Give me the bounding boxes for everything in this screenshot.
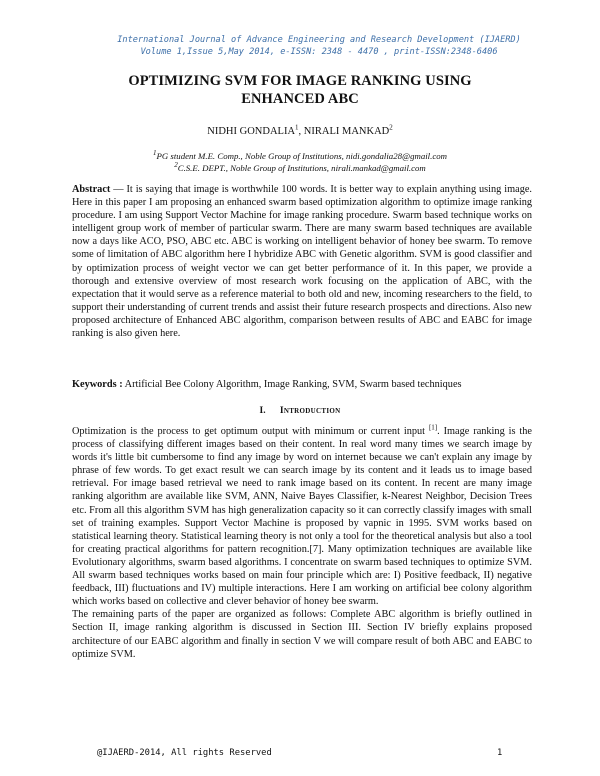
page-number: 1 (497, 748, 503, 758)
abstract-text: It is saying that image is worthwhile 100 words. It is better way to explain anything using image. Here in this paper I am proposing an enhanced swarm based optimization algorithm to optimize image ranking procedure. I am using Support Vector Machine for image ranking procedure. Swarm based technique works on intelligent group work of member of particular swarm. There are many swarm based techniques are available now a days like ACO, PSO, ABC etc. ABC is working on intelligent behavior of honey bee swarm. To remove some of limitation of ABC algorithm here I hybridize ABC with Genetic algorithm. SVM is good classifier and by optimization process of weight vector we can get better performance of it. In this paper, we provide a thorough and extensive overview of most research work focusing on the application of ABC, with the expectation that it would serve as a reference material to both old and new, incoming researchers to the field, to support their understanding of current trends and assist their future research prospects and directions. Also new proposed architecture of Enhanced ABC algorithm, comparison between results of ABC and EABC for image ranking is also given here. (72, 184, 532, 340)
paper-title (0, 72, 600, 108)
author-2-marker: 2 (389, 123, 393, 132)
section-title: Introduction (279, 406, 341, 416)
citation-1: [1] (428, 423, 438, 432)
abstract-dash: — (110, 184, 127, 195)
keywords-text: Artificial Bee Colony Algorithm, Image Ranking, SVM, Swarm based techniques (124, 379, 462, 390)
title-line-2: ENHANCED ABC (241, 91, 359, 107)
journal-header (0, 34, 600, 58)
affiliations (0, 150, 600, 174)
paragraph-2: The remaining parts of the paper are organized as follows: Complete ABC algorithm is briefly outlined in Section II, image ranking algorithm is discussed in Section III. Section IV briefly explains proposed architecture of our EABC algorithm and finally in section V we will compare result of both ABC and EABC to optimize SVM. (72, 609, 532, 660)
affiliation-1-text: PG student M.E. Comp., Noble Group of Institutions, nidi.gondalia28@gmail.com (156, 151, 447, 161)
affiliation-2 (0, 162, 600, 174)
paragraph-1 (72, 425, 532, 608)
affiliation-1 (0, 150, 600, 162)
title-line-1: OPTIMIZING SVM FOR IMAGE RANKING USING (128, 73, 472, 89)
author-list (0, 123, 600, 137)
author-name-1: NIDHI GONDALIA (207, 126, 296, 137)
copyright-footer: @IJAERD-2014, All rights Reserved (97, 748, 272, 758)
journal-volume-issn: Volume 1,Issue 5,May 2014, e-ISSN: 2348 - 4470 , print-ISSN:2348-6406 (140, 47, 498, 57)
abstract-label: Abstract (72, 184, 111, 195)
affiliation-2-text: C.S.E. DEPT., Noble Group of Institutions, nirali.mankad@gmail.com (177, 163, 426, 173)
author-separator: , (298, 126, 304, 137)
affiliation-1-marker: 1 (153, 149, 157, 158)
keywords (72, 378, 532, 391)
section-number: I. (259, 406, 266, 416)
abstract (72, 183, 532, 340)
paragraph-1-start: Optimization is the process to get optimum output with minimum or current input (72, 426, 426, 437)
introduction-body (72, 425, 532, 661)
keywords-label: Keywords : (72, 379, 123, 390)
affiliation-2-marker: 2 (174, 161, 178, 170)
author-name-2: NIRALI MANKAD (303, 126, 390, 137)
paragraph-1-rest: . Image ranking is the process of classifying different images based on their content. In real word many times we search image by words it's little bit cumbersome to find any image by word on internet because we can't explain any image by phrase of few words. To get exact result we can search image by its content and it leads us to image based retrieval. For image based retrieval we need to rank image based on its content. In recent are many image ranking algorithm are available like SVM, ANN, Naive Bayes Classifier, k-Nearest Neighbor, Decision Trees etc. From all this algorithm SVM has high generalization capacity so it can correctly classify images with small set of training examples. Support Vector Machine is proposed by vapnic in 1995. SVM works based on statistical learning theory. Statistical learning theory is not only a tool for the theoretical analysis but also a tool for creating practical algorithms for pattern recognition.[7]. Many optimization techniques are available like Evolutionary algorithms, swarm based algorithms. I concentrate on swarm based techniques to optimize SVM. All swarm based techniques works based on main four principle which are: I) Positive feedback, II) negative feedback, III) fluctuations and IV) multiple interactions. Here I am working on artificial bee colony algorithm which works based on collective and clever behavior of honey bee swarm. (72, 426, 532, 608)
journal-name: International Journal of Advance Engineering and Research Development (IJAERD) (117, 35, 521, 45)
author-1-marker: 1 (295, 123, 299, 132)
section-heading-introduction (0, 406, 600, 416)
